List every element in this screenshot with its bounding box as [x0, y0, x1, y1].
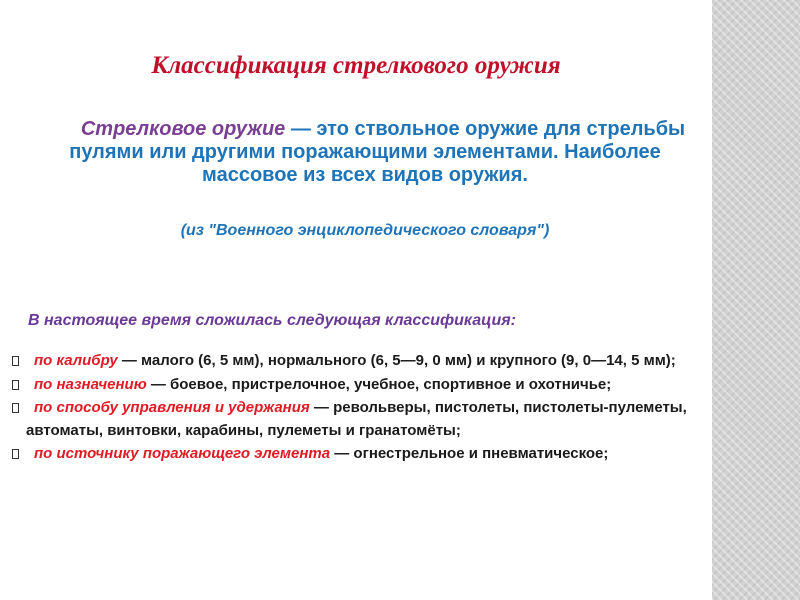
square-bullet-icon	[12, 403, 19, 413]
classification-item-text	[26, 399, 687, 439]
slide-title: Классификация стрелкового оружия	[151, 52, 561, 79]
classification-item-text	[26, 445, 608, 462]
side-pattern-strip	[712, 0, 800, 600]
classification-item-control	[12, 397, 704, 442]
square-bullet-icon	[12, 449, 19, 459]
classification-value: — огнестрельное и пневматическое;	[330, 445, 609, 462]
square-bullet-icon	[12, 380, 19, 390]
classification-item-text	[26, 376, 611, 393]
definition-term: Стрелковое оружие	[80, 118, 286, 140]
classification-key: по калибру	[34, 352, 118, 369]
classification-list	[12, 350, 704, 467]
classification-value: — малого (6, 5 мм), нормального (6, 5—9, 0 мм) и крупного (9, 0—14, 5 мм);	[117, 352, 676, 369]
classification-item-text	[26, 352, 676, 369]
classification-key: по назначению	[34, 375, 147, 393]
classification-key: по способу управления и удержания	[34, 399, 310, 416]
classification-intro: В настоящее время сложилась следующая классификация:	[28, 312, 516, 329]
square-bullet-icon	[12, 356, 19, 366]
classification-value: — боевое, пристрелочное, учебное, спортивное и охотничье;	[146, 375, 612, 393]
classification-item-caliber	[12, 350, 704, 373]
classification-item-source	[12, 443, 704, 466]
classification-value: — револьверы, пистолеты, пистолеты-пулеметы, автоматы, винтовки, карабины, пулеметы и гранатомёты;	[26, 399, 687, 439]
definition-source: (из "Военного энциклопедического словаря")	[180, 222, 550, 239]
classification-item-purpose	[12, 374, 704, 397]
definition-text: — это ствольное оружие для стрельбы пулями или другими поражающими элементами. Наиболее массовое из всех видов оружия.	[69, 118, 686, 186]
classification-key: по источнику поражающего элемента	[34, 445, 331, 462]
definition-block	[20, 118, 710, 187]
